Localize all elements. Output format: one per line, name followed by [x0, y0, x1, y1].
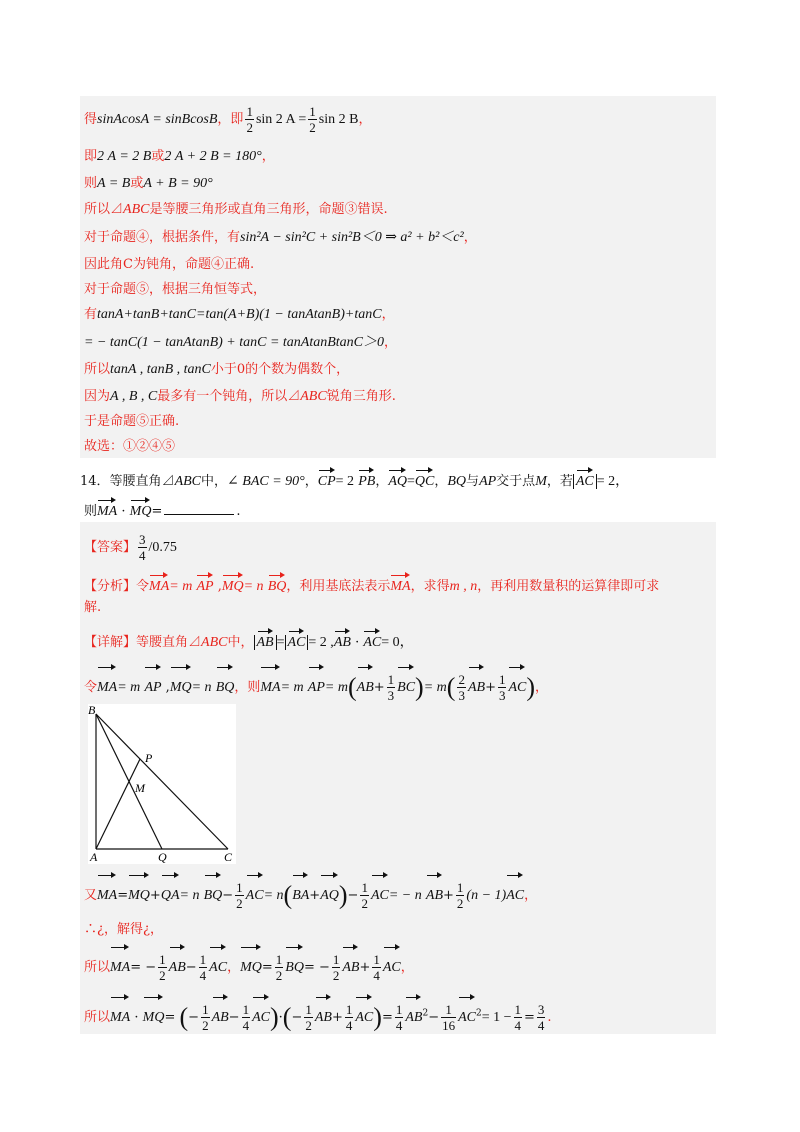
derivation-line-4: 所以MA · MQ= (− $\frac{1}{2}$ AB− $\frac{1}{4}$ AC)·(− $\frac{1}{2}$ AB+ $\frac{1}{4}$ AC)= $\frac{1}{4}$ $AB^2-$ $\frac{1}{16}$ $AC^2= 1$ − $\frac{1}{4}$ = $\frac{3}{4}$ . [84, 994, 552, 1037]
solution-line-4: 所以⊿ABC是等腰三角形或直角三角形，命题③错误. [84, 202, 388, 217]
answer-line: 【答案】 $\frac{3}{4}$ /0.75 [84, 532, 177, 563]
triangle-figure [88, 704, 236, 864]
solution-line-5: 对于命题④，根据条件，有sin²A − sin²C + sin²B＜0 ⇒ a² + b²＜c²， [84, 230, 477, 245]
label-m: M [135, 781, 145, 795]
solution-line-8: 有tanA+tanB+tanC=tan(A+B)(1 − tanAtanB)+tanC， [84, 307, 395, 322]
question-14-line-1: 14．等腰直角⊿ABC中，∠ BAC = 90°，CP= 2 PB，AQ=QC，BQ与AP交于点M，若 AC = 2， [80, 467, 629, 492]
solution-line-7: 对于命题⑤，根据三角恒等式， [84, 282, 267, 297]
solution-line-3: 则A = B或A + B = 90° [84, 176, 213, 191]
analysis-line-2: 解. [84, 600, 102, 615]
derivation-line-3: 所以MA= − $\frac{1}{2}$ AB− $\frac{1}{4}$ AC，MQ= $\frac{1}{2}$ BQ= − $\frac{1}{2}$ AB+ $\frac{1}{4}$ AC， [84, 944, 414, 987]
derivation-line-2: ∴¿，解得¿， [84, 922, 163, 937]
solution-line-13: 故选：①②④⑤ [84, 439, 176, 454]
question-14-line-2: 则MA · MQ= . [84, 497, 240, 522]
label-q: Q [158, 850, 167, 864]
solution-line-11: 因为A , B , C最多有一个钝角，所以⊿ABC锐角三角形. [84, 389, 396, 404]
detail-line-1: 【详解】等腰直角⊿ABC中， AB = AC = 2 ,AB · AC= 0， [84, 628, 414, 653]
answer-blank [164, 514, 234, 515]
solution-line-12: 于是命题⑤正确. [84, 414, 180, 429]
solution-line-6: 因此角C为钝角，命题④正确. [84, 257, 255, 272]
solution-line-1: 得sinAcosA = sinBcosB，即 $\frac{1}{2}$ sin 2 A = $\frac{1}{2}$ sin 2 B， [84, 104, 372, 135]
label-c: C [224, 850, 233, 864]
solution-line-10: 所以tanA , tanB , tanC小于0的个数为偶数个， [84, 362, 350, 377]
derivation-line-1: 又MA=MQ+QA= n BQ− $\frac{1}{2}$ AC= n(BA+AQ)− $\frac{1}{2}$ AC= − n AB+ $\frac{1}{2}$ (n − 1)AC， [84, 872, 537, 915]
analysis-line-1: 【分析】令MA= m AP ,MQ= n BQ，利用基底法表示MA，求得m , n，再利用数量积的运算律即可求 [84, 572, 659, 597]
solution-line-2: 即2 A = 2 B或2 A + 2 B = 180°， [84, 149, 275, 164]
solution-line-9: = − tanC(1 − tanAtanB) + tanC = tanAtanBtanC＞0， [84, 335, 398, 350]
label-b: B [88, 704, 96, 717]
label-p: P [145, 751, 153, 765]
detail-line-2: 令MA= m AP ,MQ= n BQ，则MA= m AP= m(AB+ $\frac{1}{3}$ BC)= m( $\frac{2}{3}$ AB+ $\frac{1}{3}$ AC)， [84, 664, 548, 707]
label-a: A [90, 850, 98, 864]
